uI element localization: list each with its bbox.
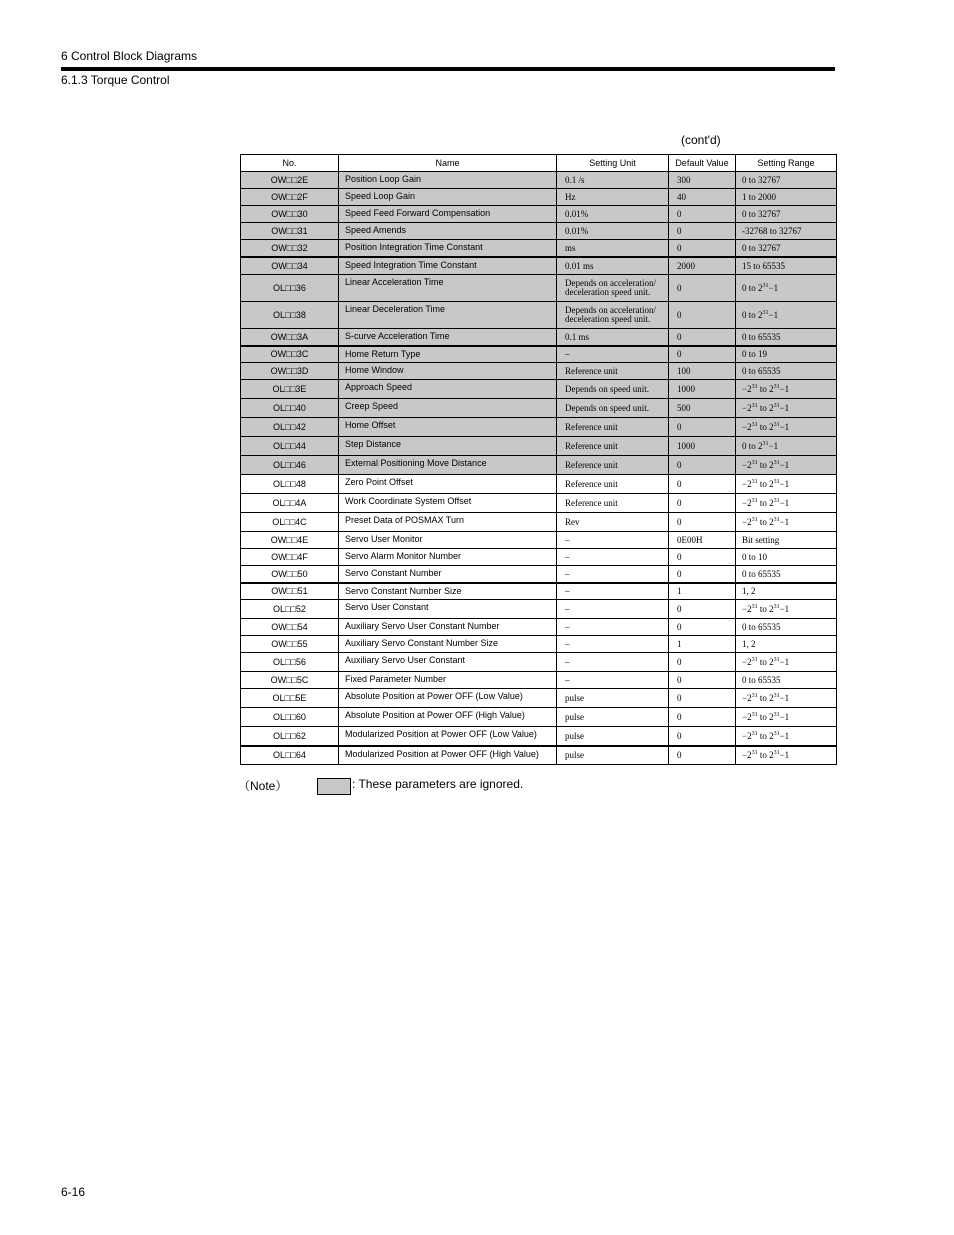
cell-name: Linear Acceleration Time <box>339 275 557 302</box>
cell-no: OL□□60 <box>241 708 339 727</box>
header-rule <box>61 67 835 71</box>
cell-name: Servo User Monitor <box>339 532 557 549</box>
cell-default-value: 0 <box>669 600 736 619</box>
table-row <box>241 399 837 418</box>
cell-setting-range <box>736 275 837 302</box>
range-exponent: 31 <box>762 310 769 316</box>
cell-setting-range <box>736 513 837 532</box>
cell-no: OL□□38 <box>241 302 339 329</box>
range-exponent: 31 <box>751 460 758 466</box>
column-header-setting-unit: Setting Unit <box>557 155 669 172</box>
cell-setting-unit: – <box>557 566 669 583</box>
cell-no: OW□□30 <box>241 206 339 223</box>
range-exponent: 31 <box>751 712 758 718</box>
cell-default-value: 2000 <box>669 257 736 275</box>
cell-no: OL□□3E <box>241 380 339 399</box>
cell-name: Auxiliary Servo User Constant Number <box>339 619 557 636</box>
range-exponent: 31 <box>773 712 780 718</box>
cell-setting-unit: 0.1 ms <box>557 329 669 346</box>
column-header-no: No. <box>241 155 339 172</box>
cell-setting-range: 1, 2 <box>736 583 837 600</box>
cell-name: Position Integration Time Constant <box>339 240 557 257</box>
note-label: （Note） <box>238 779 288 793</box>
cell-setting-range: 0 to 65535 <box>736 619 837 636</box>
range-exponent: 31 <box>751 604 758 610</box>
cell-default-value: 1000 <box>669 437 736 456</box>
cell-no: OL□□46 <box>241 456 339 475</box>
cell-setting-range: 0 to 10 <box>736 549 837 566</box>
cell-name: Speed Loop Gain <box>339 189 557 206</box>
range-exponent: 31 <box>773 730 780 737</box>
range-part: −2 <box>742 517 752 527</box>
table-header-row <box>241 155 837 172</box>
cell-setting-unit: – <box>557 619 669 636</box>
cell-setting-range <box>736 727 837 746</box>
table-row <box>241 619 837 636</box>
range-exponent: 31 <box>773 693 780 699</box>
range-part: to 2 <box>757 384 774 394</box>
column-header-setting-range: Setting Range <box>736 155 837 172</box>
range-exponent: 31 <box>751 693 758 699</box>
cell-setting-unit: 0.01% <box>557 223 669 240</box>
unit-line: deceleration speed unit. <box>565 314 651 324</box>
range-part: to 2 <box>757 403 774 413</box>
range-part: −1 <box>768 310 779 320</box>
cell-name: Servo Alarm Monitor Number <box>339 549 557 566</box>
cell-default-value: 0 <box>669 346 736 363</box>
unit-line: deceleration speed unit. <box>565 287 651 297</box>
range-exponent: 31 <box>773 517 780 523</box>
cell-default-value: 1000 <box>669 380 736 399</box>
cell-no: OW□□2E <box>241 172 339 189</box>
cell-setting-range <box>736 437 837 456</box>
range-part: to 2 <box>757 479 774 489</box>
range-part: −1 <box>779 517 790 527</box>
cell-setting-unit: Reference unit <box>557 437 669 456</box>
range-part: −2 <box>742 422 752 432</box>
range-part: 0 to 2 <box>742 283 763 293</box>
table-row <box>241 275 837 302</box>
cell-no: OL□□4C <box>241 513 339 532</box>
cell-setting-unit: – <box>557 636 669 653</box>
cell-setting-unit: pulse <box>557 689 669 708</box>
table-row <box>241 727 837 746</box>
cell-default-value: 0 <box>669 275 736 302</box>
cell-default-value: 0 <box>669 223 736 240</box>
cell-name: Auxiliary Servo Constant Number Size <box>339 636 557 653</box>
cell-default-value: 0 <box>669 708 736 727</box>
range-part: −2 <box>742 479 752 489</box>
cell-name: Absolute Position at Power OFF (High Value) <box>339 708 557 727</box>
range-part: to 2 <box>757 498 774 508</box>
range-part: −1 <box>779 693 790 703</box>
unit-line: Depends on acceleration/ <box>565 278 656 288</box>
cell-name: Speed Integration Time Constant <box>339 257 557 275</box>
table-row <box>241 437 837 456</box>
cell-setting-range: 0 to 65535 <box>736 363 837 380</box>
range-exponent: 31 <box>773 384 780 390</box>
cell-setting-range <box>736 708 837 727</box>
cell-name: Step Distance <box>339 437 557 456</box>
range-part: −1 <box>779 498 790 508</box>
cell-setting-unit: pulse <box>557 727 669 746</box>
cell-name: Fixed Parameter Number <box>339 672 557 689</box>
cell-no: OW□□31 <box>241 223 339 240</box>
cell-no: OL□□62 <box>241 727 339 746</box>
table-row <box>241 363 837 380</box>
cell-no: OW□□51 <box>241 583 339 600</box>
cell-setting-range <box>736 456 837 475</box>
cell-no: OW□□3C <box>241 346 339 363</box>
table-row <box>241 532 837 549</box>
cell-setting-unit <box>557 275 669 302</box>
cell-name: Servo Constant Number <box>339 566 557 583</box>
cell-default-value: 0 <box>669 672 736 689</box>
range-part: to 2 <box>757 750 774 761</box>
cell-setting-unit: ms <box>557 240 669 257</box>
cell-default-value: 0 <box>669 513 736 532</box>
cell-name: Home Window <box>339 363 557 380</box>
column-header-default-value: Default Value <box>669 155 736 172</box>
range-part: −2 <box>742 604 752 614</box>
cell-name: Speed Amends <box>339 223 557 240</box>
cell-name: Position Loop Gain <box>339 172 557 189</box>
cell-setting-unit: pulse <box>557 746 669 765</box>
cell-no: OL□□48 <box>241 475 339 494</box>
cell-setting-range: Bit setting <box>736 532 837 549</box>
table-row <box>241 380 837 399</box>
cell-default-value: 0 <box>669 302 736 329</box>
range-part: −1 <box>779 422 790 432</box>
cell-setting-range: 0 to 65535 <box>736 566 837 583</box>
cell-setting-unit: – <box>557 600 669 619</box>
table-row <box>241 566 837 583</box>
cell-no: OL□□36 <box>241 275 339 302</box>
cell-name: Auxiliary Servo User Constant <box>339 653 557 672</box>
range-exponent: 31 <box>751 479 758 485</box>
cell-default-value: 0 <box>669 418 736 437</box>
range-part: 0 to 2 <box>742 441 763 451</box>
table-row <box>241 172 837 189</box>
range-exponent: 31 <box>751 750 758 757</box>
range-exponent: 31 <box>773 479 780 485</box>
range-part: to 2 <box>757 604 774 614</box>
cell-setting-unit: Depends on speed unit. <box>557 399 669 418</box>
range-exponent: 31 <box>751 384 758 390</box>
cell-default-value: 300 <box>669 172 736 189</box>
cell-setting-unit: – <box>557 549 669 566</box>
cell-no: OW□□50 <box>241 566 339 583</box>
parameter-table <box>240 154 837 765</box>
range-part: −1 <box>779 460 790 470</box>
cell-name: Modularized Position at Power OFF (High Value) <box>339 746 557 765</box>
continued-label: (cont'd) <box>681 133 721 147</box>
chapter-heading: 6 Control Block Diagrams <box>61 49 198 63</box>
range-exponent: 31 <box>773 422 780 428</box>
range-part: −2 <box>742 657 752 667</box>
table-row <box>241 636 837 653</box>
cell-no: OW□□55 <box>241 636 339 653</box>
cell-default-value: 0E00H <box>669 532 736 549</box>
cell-no: OL□□52 <box>241 600 339 619</box>
cell-setting-unit: Depends on speed unit. <box>557 380 669 399</box>
cell-default-value: 0 <box>669 619 736 636</box>
cell-setting-range <box>736 380 837 399</box>
range-exponent: 31 <box>773 498 780 504</box>
cell-default-value: 0 <box>669 240 736 257</box>
range-part: −1 <box>779 730 790 741</box>
range-part: −1 <box>779 479 790 489</box>
cell-no: OL□□56 <box>241 653 339 672</box>
range-part: −2 <box>742 730 752 741</box>
page-number: 6-16 <box>61 1185 86 1199</box>
cell-setting-range <box>736 399 837 418</box>
range-part: to 2 <box>757 422 774 432</box>
cell-setting-unit: Reference unit <box>557 456 669 475</box>
cell-default-value: 500 <box>669 399 736 418</box>
cell-name: Creep Speed <box>339 399 557 418</box>
cell-default-value: 0 <box>669 475 736 494</box>
cell-default-value: 0 <box>669 494 736 513</box>
range-part: −2 <box>742 460 752 470</box>
range-exponent: 31 <box>773 403 780 409</box>
cell-setting-unit: Rev <box>557 513 669 532</box>
cell-setting-unit: 0.01 ms <box>557 257 669 275</box>
table-row <box>241 689 837 708</box>
range-exponent: 31 <box>751 498 758 504</box>
cell-name: Home Offset <box>339 418 557 437</box>
note-text: : These parameters are ignored. <box>352 777 524 791</box>
range-part: to 2 <box>757 657 774 667</box>
range-part: −1 <box>779 712 790 722</box>
range-part: −1 <box>779 657 790 667</box>
table-row <box>241 549 837 566</box>
range-part: −2 <box>742 750 752 761</box>
table-row <box>241 494 837 513</box>
cell-name: Approach Speed <box>339 380 557 399</box>
range-exponent: 31 <box>773 750 780 757</box>
cell-setting-unit <box>557 302 669 329</box>
range-exponent: 31 <box>751 657 758 663</box>
cell-default-value: 0 <box>669 206 736 223</box>
cell-default-value: 40 <box>669 189 736 206</box>
cell-setting-unit: – <box>557 583 669 600</box>
cell-setting-unit: – <box>557 653 669 672</box>
cell-setting-range <box>736 746 837 765</box>
cell-no: OL□□42 <box>241 418 339 437</box>
table-row <box>241 600 837 619</box>
cell-setting-range <box>736 494 837 513</box>
table-row <box>241 513 837 532</box>
range-part: −2 <box>742 693 752 703</box>
table-row <box>241 653 837 672</box>
ignored-swatch <box>317 778 351 795</box>
table-row <box>241 302 837 329</box>
unit-line: Depends on acceleration/ <box>565 305 656 315</box>
cell-name: Speed Feed Forward Compensation <box>339 206 557 223</box>
range-part: to 2 <box>757 730 774 741</box>
column-header-name: Name <box>339 155 557 172</box>
cell-name: S-curve Acceleration Time <box>339 329 557 346</box>
cell-setting-range: 1 to 2000 <box>736 189 837 206</box>
table-row <box>241 583 837 600</box>
cell-setting-unit: pulse <box>557 708 669 727</box>
range-exponent: 31 <box>773 604 780 610</box>
cell-default-value: 0 <box>669 329 736 346</box>
cell-setting-unit: 0.1 /s <box>557 172 669 189</box>
range-part: to 2 <box>757 693 774 703</box>
table-row <box>241 708 837 727</box>
cell-no: OW□□3A <box>241 329 339 346</box>
range-part: −2 <box>742 712 752 722</box>
cell-default-value: 0 <box>669 653 736 672</box>
range-part: −2 <box>742 384 752 394</box>
range-part: −2 <box>742 498 752 508</box>
cell-no: OL□□5E <box>241 689 339 708</box>
cell-setting-unit: – <box>557 346 669 363</box>
table-row <box>241 746 837 765</box>
cell-no: OL□□4A <box>241 494 339 513</box>
range-exponent: 31 <box>751 422 758 428</box>
range-part: −1 <box>779 604 790 614</box>
cell-no: OW□□34 <box>241 257 339 275</box>
range-part: to 2 <box>757 712 774 722</box>
cell-setting-range <box>736 302 837 329</box>
cell-setting-range: 0 to 32767 <box>736 172 837 189</box>
cell-no: OW□□2F <box>241 189 339 206</box>
table-row <box>241 475 837 494</box>
cell-name: Modularized Position at Power OFF (Low Value) <box>339 727 557 746</box>
cell-name: Servo Constant Number Size <box>339 583 557 600</box>
cell-setting-unit: Reference unit <box>557 418 669 437</box>
cell-default-value: 1 <box>669 636 736 653</box>
range-exponent: 31 <box>751 403 758 409</box>
cell-name: Linear Deceleration Time <box>339 302 557 329</box>
cell-no: OW□□4E <box>241 532 339 549</box>
range-exponent: 31 <box>773 657 780 663</box>
range-part: −1 <box>779 403 790 413</box>
range-part: −1 <box>768 283 779 293</box>
cell-no: OW□□54 <box>241 619 339 636</box>
cell-name: External Positioning Move Distance <box>339 456 557 475</box>
range-exponent: 31 <box>773 460 780 466</box>
cell-no: OL□□64 <box>241 746 339 765</box>
range-part: −1 <box>779 750 790 761</box>
table-row <box>241 206 837 223</box>
cell-setting-range <box>736 689 837 708</box>
cell-no: OL□□44 <box>241 437 339 456</box>
cell-name: Zero Point Offset <box>339 475 557 494</box>
range-part: to 2 <box>757 460 774 470</box>
cell-setting-range <box>736 600 837 619</box>
range-exponent: 31 <box>762 283 769 289</box>
cell-setting-range <box>736 475 837 494</box>
range-part: to 2 <box>757 517 774 527</box>
cell-default-value: 1 <box>669 583 736 600</box>
range-part: 0 to 2 <box>742 310 763 320</box>
cell-setting-range <box>736 418 837 437</box>
cell-setting-range: -32768 to 32767 <box>736 223 837 240</box>
range-part: −1 <box>779 384 790 394</box>
cell-no: OL□□40 <box>241 399 339 418</box>
cell-default-value: 0 <box>669 549 736 566</box>
table-row <box>241 456 837 475</box>
cell-default-value: 0 <box>669 727 736 746</box>
table-row <box>241 672 837 689</box>
cell-no: OW□□5C <box>241 672 339 689</box>
cell-name: Servo User Constant <box>339 600 557 619</box>
table-row <box>241 240 837 257</box>
cell-setting-range: 15 to 65535 <box>736 257 837 275</box>
cell-setting-unit: Reference unit <box>557 363 669 380</box>
cell-setting-unit: Hz <box>557 189 669 206</box>
range-part: −2 <box>742 403 752 413</box>
table-body <box>241 172 837 765</box>
cell-no: OW□□3D <box>241 363 339 380</box>
range-exponent: 31 <box>751 730 758 737</box>
cell-no: OW□□4F <box>241 549 339 566</box>
cell-name: Work Coordinate System Offset <box>339 494 557 513</box>
cell-setting-unit: – <box>557 532 669 549</box>
cell-default-value: 0 <box>669 456 736 475</box>
cell-setting-range <box>736 653 837 672</box>
cell-name: Preset Data of POSMAX Turn <box>339 513 557 532</box>
cell-setting-unit: – <box>557 672 669 689</box>
section-heading: 6.1.3 Torque Control <box>61 73 170 87</box>
cell-name: Absolute Position at Power OFF (Low Value) <box>339 689 557 708</box>
cell-no: OW□□32 <box>241 240 339 257</box>
cell-name: Home Return Type <box>339 346 557 363</box>
cell-setting-unit: Reference unit <box>557 494 669 513</box>
table-row <box>241 418 837 437</box>
cell-setting-range: 1, 2 <box>736 636 837 653</box>
table-row <box>241 257 837 275</box>
table-row <box>241 223 837 240</box>
range-part: −1 <box>768 441 779 451</box>
range-exponent: 31 <box>751 517 758 523</box>
cell-default-value: 0 <box>669 746 736 765</box>
cell-default-value: 0 <box>669 566 736 583</box>
cell-setting-range: 0 to 32767 <box>736 206 837 223</box>
table-row <box>241 189 837 206</box>
cell-setting-range: 0 to 19 <box>736 346 837 363</box>
cell-setting-unit: Reference unit <box>557 475 669 494</box>
cell-setting-range: 0 to 32767 <box>736 240 837 257</box>
range-exponent: 31 <box>762 441 769 447</box>
cell-default-value: 0 <box>669 689 736 708</box>
table-row <box>241 329 837 346</box>
cell-setting-unit: 0.01% <box>557 206 669 223</box>
cell-default-value: 100 <box>669 363 736 380</box>
table-row <box>241 346 837 363</box>
cell-setting-range: 0 to 65535 <box>736 672 837 689</box>
cell-setting-range: 0 to 65535 <box>736 329 837 346</box>
